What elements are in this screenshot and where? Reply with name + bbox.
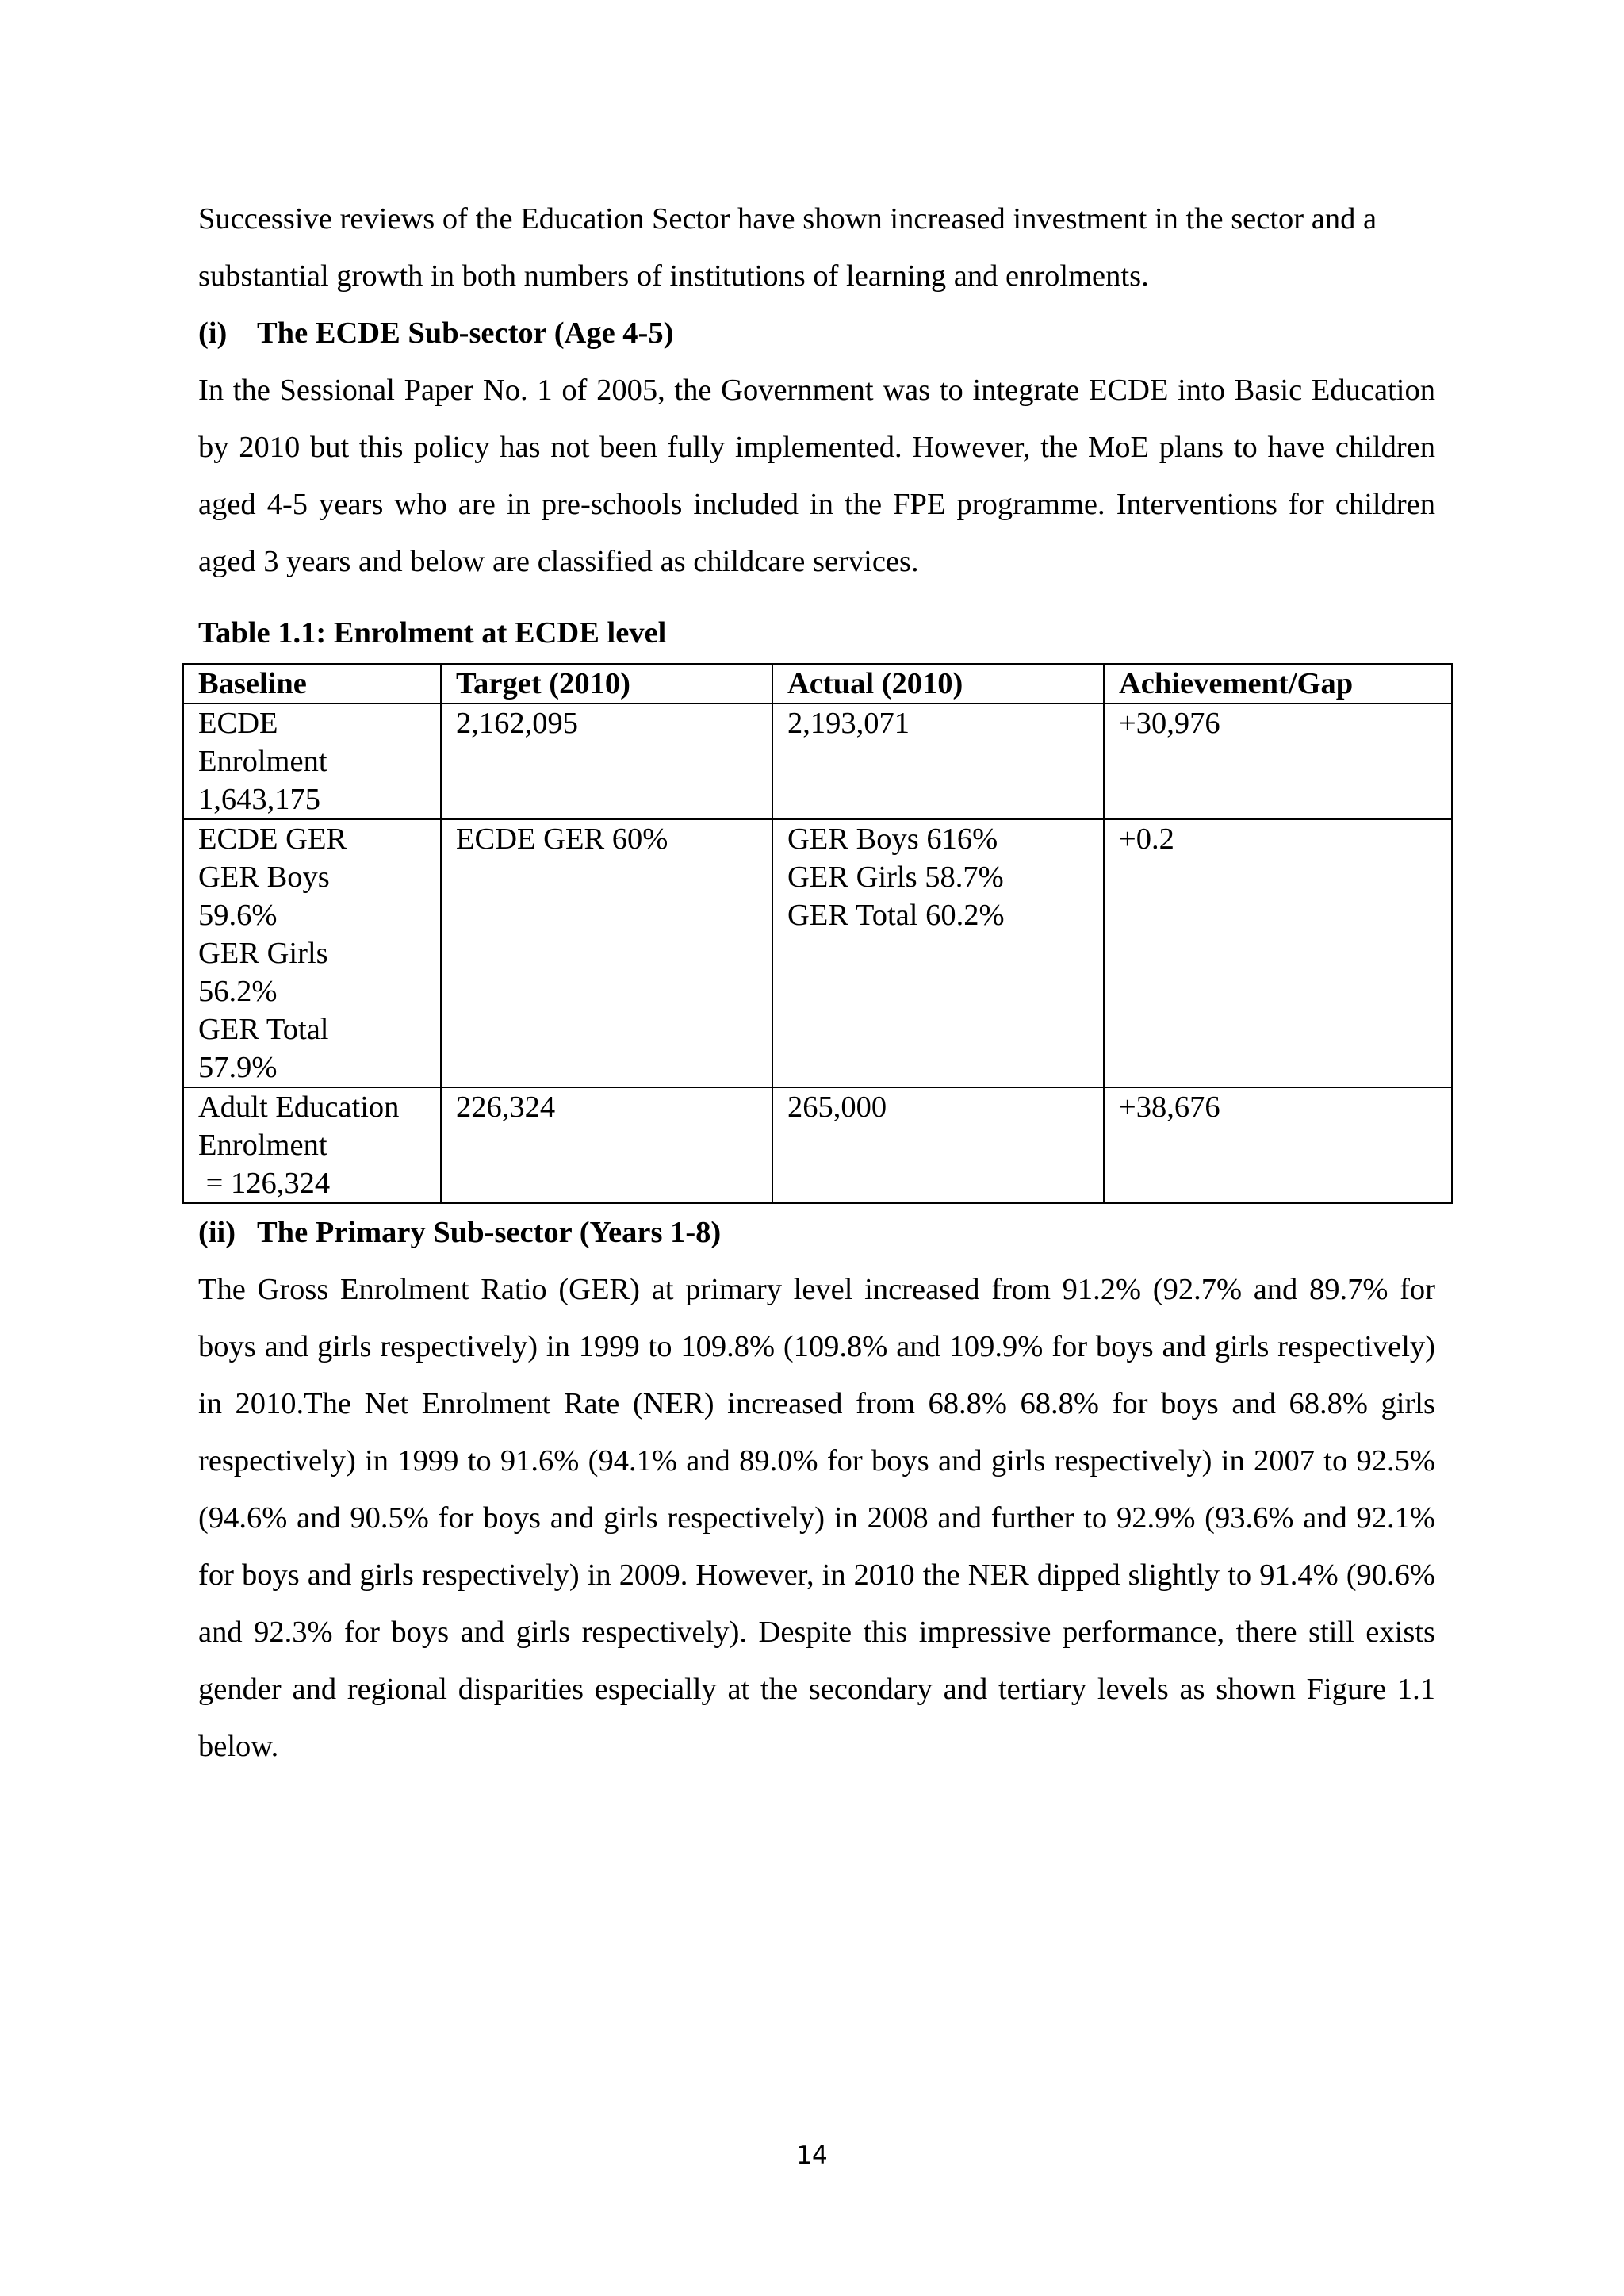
table-caption: Table 1.1: Enrolment at ECDE level bbox=[198, 616, 667, 650]
column-header: Target (2010) bbox=[441, 664, 772, 703]
target-cell bbox=[441, 819, 772, 1087]
section-title: The ECDE Sub-sector (Age 4-5) bbox=[257, 316, 674, 350]
baseline-cell bbox=[183, 819, 441, 1087]
section-number: (ii) bbox=[198, 1216, 236, 1249]
cell-line: 57.9% bbox=[198, 1051, 278, 1084]
cell-line: 2,193,071 bbox=[787, 707, 910, 740]
ecde-paragraph: In the Sessional Paper No. 1 of 2005, the Government was to integrate ECDE into Basic Education by 2010 but this policy has not been fully implemented. However, the MoE plans to have children aged 4-5 years who are in pre-schools included in the FPE programme. Interventions for children aged 3 years and below are classified as childcare services. bbox=[198, 374, 1435, 578]
cell-line: 59.6% bbox=[198, 899, 278, 932]
cell-line: 56.2% bbox=[198, 975, 278, 1008]
cell-line: 2,162,095 bbox=[456, 707, 578, 740]
actual-cell bbox=[772, 703, 1104, 819]
cell-line: GER Girls 58.7% bbox=[787, 861, 1004, 894]
section-number: (i) bbox=[198, 316, 228, 350]
cell-line: GER Boys 616% bbox=[787, 822, 998, 856]
cell-line: GER Boys bbox=[198, 861, 330, 894]
cell-line: Adult Education bbox=[198, 1091, 400, 1124]
column-header: Actual (2010) bbox=[772, 664, 1104, 703]
target-cell bbox=[441, 703, 772, 819]
actual-cell bbox=[772, 1087, 1104, 1203]
cell-line: ECDE bbox=[198, 707, 278, 740]
cell-line: 265,000 bbox=[787, 1091, 887, 1124]
table-row bbox=[183, 819, 1452, 1087]
cell-line: +0.2 bbox=[1119, 822, 1174, 856]
section-heading-ecde bbox=[198, 305, 1435, 362]
cell-line: 226,324 bbox=[456, 1091, 556, 1124]
cell-line: 1,643,175 bbox=[198, 783, 320, 816]
cell-line: +38,676 bbox=[1119, 1091, 1220, 1124]
cell-line: GER Total 60.2% bbox=[787, 899, 1005, 932]
cell-line: Enrolment bbox=[198, 745, 327, 778]
page-content bbox=[198, 190, 1435, 1775]
gap-cell bbox=[1104, 1087, 1452, 1203]
target-cell bbox=[441, 1087, 772, 1203]
column-header: Baseline bbox=[183, 664, 441, 703]
table-row bbox=[183, 1087, 1452, 1203]
section-heading-primary bbox=[198, 1204, 1435, 1261]
table-row bbox=[183, 703, 1452, 819]
cell-line: ECDE GER 60% bbox=[456, 822, 668, 856]
intro-paragraph: Successive reviews of the Education Sector have shown increased investment in the sector and a substantial growth in both numbers of institutions of learning and enrolments. bbox=[198, 202, 1377, 293]
enrolment-table bbox=[182, 663, 1453, 1204]
actual-cell bbox=[772, 819, 1104, 1087]
primary-paragraph: The Gross Enrolment Ratio (GER) at primary level increased from 91.2% (92.7% and 89.7% for boys and girls respectively) in 1999 to 109.8% (109.8% and 109.9% for boys and girls respectively) in 2010.The Net Enrolment Rate (NER) increased from 68.8% 68.8% for boys and 68.8% girls respectively) in 1999 to 91.6% (94.1% and 89.0% for boys and girls respectively) in 2007 to 92.5% (94.6% and 90.5% for boys and girls respectively) in 2008 and further to 92.9% (93.6% and 92.1% for boys and girls respectively) in 2009. However, in 2010 the NER dipped slightly to 91.4% (90.6% and 92.3% for boys and girls respectively). Despite this impressive performance, there still exists gender and regional disparities especially at the secondary and tertiary levels as shown Figure 1.1 below. bbox=[198, 1273, 1435, 1763]
baseline-cell bbox=[183, 703, 441, 819]
column-header: Achievement/Gap bbox=[1104, 664, 1452, 703]
cell-line: GER Total bbox=[198, 1013, 329, 1046]
section-title: The Primary Sub-sector (Years 1-8) bbox=[257, 1216, 722, 1249]
cell-line: +30,976 bbox=[1119, 707, 1220, 740]
cell-line: GER Girls bbox=[198, 937, 328, 970]
cell-line: = 126,324 bbox=[198, 1167, 331, 1200]
page-number: 14 bbox=[796, 2141, 828, 2170]
table-header-row bbox=[183, 664, 1452, 703]
gap-cell bbox=[1104, 819, 1452, 1087]
cell-line: Enrolment bbox=[198, 1129, 327, 1162]
cell-line: ECDE GER bbox=[198, 822, 347, 856]
gap-cell bbox=[1104, 703, 1452, 819]
baseline-cell bbox=[183, 1087, 441, 1203]
